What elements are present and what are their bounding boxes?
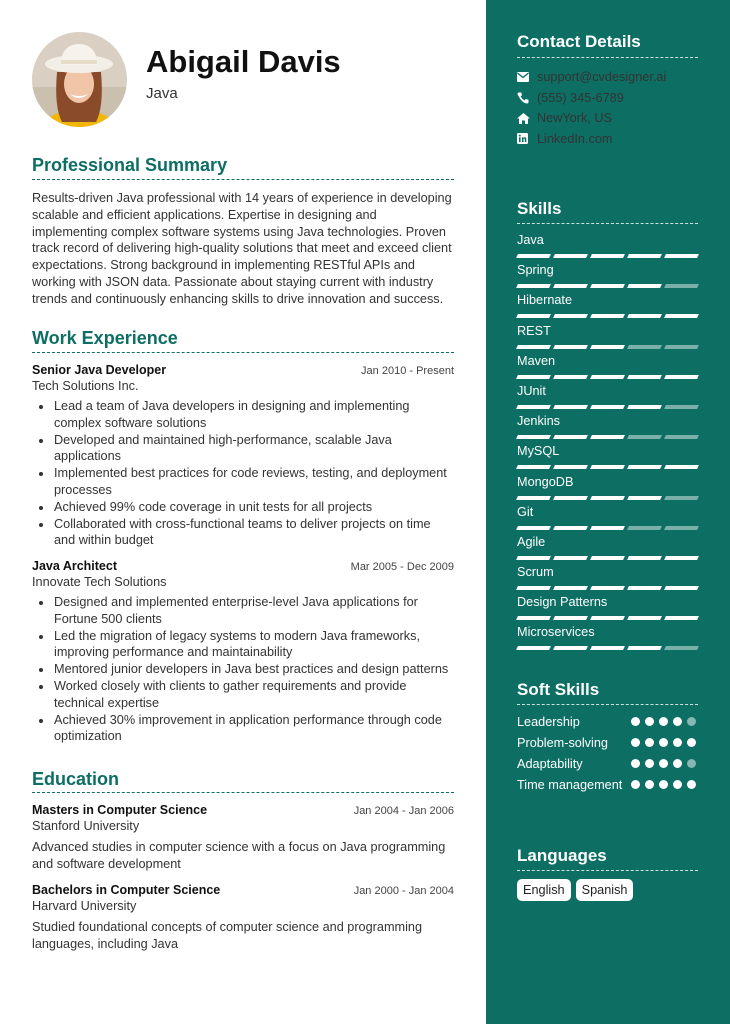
job-bullets: [32, 398, 454, 549]
linkedin-icon: [517, 133, 537, 144]
skill-level-segment: [664, 405, 699, 409]
job-title: Senior Java Developer: [32, 363, 167, 377]
skill-level-segment: [627, 616, 662, 620]
summary-heading: Professional Summary: [32, 155, 228, 175]
soft-skill-name: Time management: [517, 778, 623, 792]
experience-divider: [32, 352, 454, 353]
skill-level-segment: [664, 375, 699, 379]
skill-level-segment: [516, 254, 551, 258]
skill-level-segment: [664, 345, 699, 349]
summary-text: Results-driven Java professional with 14 years of experience in developing scalable and efficient applications. Expertise in designing and implementing complex software systems using Java technologies. Proven track record of delivering high-quality solutions that meet and exceed client expectations. Strong background in implementing RESTful APIs and working with JSON data. Passionate about staying current with industry trends and continuously enhancing skills to drive innovation and success.: [32, 191, 452, 306]
rating-dot: [645, 759, 654, 768]
education-description: Studied foundational concepts of computer science and programming languages, including Java: [32, 920, 423, 951]
skill-name: Git: [517, 504, 534, 519]
skill-name: Java: [517, 233, 544, 247]
skill-level-segment: [553, 526, 588, 530]
rating-dot: [659, 780, 668, 789]
degree-title: Masters in Computer Science: [32, 803, 208, 817]
skill-name: Spring: [517, 263, 554, 278]
skill-level-segment: [664, 254, 699, 258]
education-heading: Education: [32, 769, 120, 789]
rating-dot: [687, 780, 696, 789]
soft-skills-heading: Soft Skills: [517, 680, 600, 699]
contact-email-text: support@cvdesigner.ai: [537, 70, 667, 85]
skill-level-segment: [516, 586, 551, 590]
languages-heading: Languages: [517, 846, 607, 865]
rating-dot: [659, 738, 668, 747]
skill-level-bar: [517, 496, 698, 500]
language-pill: English: [517, 879, 571, 901]
job-bullet: Developed and maintained high-performance, scalable Java applications: [32, 432, 454, 466]
contact-email[interactable]: [517, 67, 698, 88]
contact-phone[interactable]: [517, 88, 698, 109]
rating-dot: [687, 717, 696, 726]
education-date: Jan 2004 - Jan 2006: [353, 805, 454, 817]
rating-dot: [631, 717, 640, 726]
rating-dot: [645, 780, 654, 789]
job-bullet: Led the migration of legacy systems to modern Java frameworks, improving performance and maintainability: [32, 628, 454, 662]
skill-level-bar: [517, 616, 698, 620]
skill-level-segment: [553, 405, 588, 409]
skill-level-segment: [590, 405, 625, 409]
skill-level-segment: [627, 375, 662, 379]
skill-level-segment: [627, 405, 662, 409]
skill-level-segment: [627, 526, 662, 530]
soft-skill-item: [517, 735, 698, 752]
skill-level-segment: [664, 556, 699, 560]
skill-item: [517, 475, 698, 505]
job-company: Innovate Tech Solutions: [32, 575, 167, 589]
skill-item: [517, 263, 698, 293]
skill-level-bar: [517, 405, 698, 409]
job-entry: [32, 363, 454, 549]
skill-level-bar: [517, 345, 698, 349]
skill-level-segment: [590, 375, 625, 379]
skill-item: [517, 565, 698, 595]
skill-item: [517, 625, 698, 655]
contact-heading: Contact Details: [517, 32, 641, 51]
job-bullet: Lead a team of Java developers in designing and implementing complex software solutions: [32, 398, 454, 432]
skill-level-segment: [516, 556, 551, 560]
skill-level-segment: [516, 616, 551, 620]
skill-level-segment: [553, 556, 588, 560]
skill-level-segment: [516, 314, 551, 318]
home-icon: [517, 113, 537, 124]
skill-level-bar: [517, 526, 698, 530]
skill-level-bar: [517, 254, 698, 258]
skill-level-bar: [517, 586, 698, 590]
skill-level-segment: [553, 254, 588, 258]
soft-skill-name: Problem-solving: [517, 736, 608, 750]
job-bullet: Mentored junior developers in Java best practices and design patterns: [32, 661, 454, 678]
soft-skills-list: [517, 714, 698, 798]
skill-level-segment: [553, 314, 588, 318]
skill-name: Microservices: [517, 625, 595, 640]
rating-dot: [631, 780, 640, 789]
skill-level-bar: [517, 284, 698, 288]
skill-level-bar: [517, 465, 698, 469]
skill-item: [517, 505, 698, 535]
skill-name: Maven: [517, 353, 556, 368]
education-entry: [32, 803, 454, 873]
skill-level-segment: [553, 284, 588, 288]
skill-level-segment: [553, 646, 588, 650]
skill-level-segment: [627, 646, 662, 650]
skill-item: [517, 293, 698, 323]
skill-level-segment: [590, 586, 625, 590]
skill-level-segment: [627, 556, 662, 560]
skill-level-segment: [590, 435, 625, 439]
soft-skill-item: [517, 714, 698, 731]
rating-dot: [659, 717, 668, 726]
language-pill: Spanish: [576, 879, 634, 901]
skill-name: MySQL: [517, 444, 560, 459]
skill-level-bar: [517, 435, 698, 439]
skill-level-segment: [664, 465, 699, 469]
soft-skill-rating: [631, 780, 696, 789]
soft-skill-rating: [631, 759, 696, 768]
skill-item: [517, 354, 698, 384]
rating-dot: [645, 717, 654, 726]
skill-item: [517, 324, 698, 354]
job-bullet: Collaborated with cross-functional teams to deliver projects on time and within budget: [32, 516, 454, 550]
skill-item: [517, 444, 698, 474]
portrait-image: [32, 32, 127, 127]
contact-location: [517, 108, 698, 129]
skill-level-segment: [627, 314, 662, 318]
skill-level-segment: [590, 465, 625, 469]
skill-level-segment: [516, 526, 551, 530]
education-date: Jan 2000 - Jan 2004: [353, 885, 454, 897]
skill-level-segment: [590, 616, 625, 620]
soft-skill-rating: [631, 738, 696, 747]
skill-level-segment: [590, 284, 625, 288]
phone-icon: [517, 92, 537, 104]
rating-dot: [673, 717, 682, 726]
candidate-name: Abigail Davis: [146, 44, 341, 79]
soft-skills-divider: [517, 704, 698, 705]
candidate-role: Java: [146, 85, 178, 102]
skill-level-segment: [627, 586, 662, 590]
skill-level-segment: [516, 646, 551, 650]
languages-divider: [517, 870, 698, 871]
job-bullet: Achieved 30% improvement in application performance through code optimization: [32, 712, 454, 746]
skill-level-bar: [517, 375, 698, 379]
education-divider: [32, 792, 454, 793]
skill-item: [517, 414, 698, 444]
job-bullet: Worked closely with clients to gather requirements and provide technical expertise: [32, 678, 454, 712]
skill-name: Scrum: [517, 565, 554, 580]
contact-linkedin[interactable]: [517, 129, 698, 150]
rating-dot: [687, 759, 696, 768]
contact-location-text: NewYork, US: [537, 111, 612, 126]
skill-level-segment: [627, 465, 662, 469]
education-entry: [32, 883, 454, 953]
skills-divider: [517, 223, 698, 224]
rating-dot: [687, 738, 696, 747]
skill-level-segment: [590, 556, 625, 560]
skill-level-segment: [664, 586, 699, 590]
soft-skill-item: [517, 777, 698, 794]
school-name: Stanford University: [32, 819, 140, 833]
rating-dot: [673, 738, 682, 747]
skill-item: [517, 233, 698, 263]
job-entry: [32, 559, 454, 745]
contact-list: [517, 67, 698, 149]
job-bullet: Achieved 99% code coverage in unit tests for all projects: [32, 499, 454, 516]
skill-name: Design Patterns: [517, 595, 608, 610]
job-date: Mar 2005 - Dec 2009: [350, 561, 454, 573]
rating-dot: [673, 780, 682, 789]
education-description: Advanced studies in computer science with a focus on Java programming and software development: [32, 840, 446, 871]
skill-name: REST: [517, 323, 551, 338]
job-bullets: [32, 594, 454, 745]
school-name: Harvard University: [32, 899, 137, 913]
skills-heading: Skills: [517, 199, 562, 218]
skill-level-segment: [553, 616, 588, 620]
skill-level-segment: [516, 284, 551, 288]
job-bullet: Designed and implemented enterprise-level Java applications for Fortune 500 clients: [32, 594, 454, 628]
skill-level-segment: [553, 435, 588, 439]
job-date: Jan 2010 - Present: [361, 365, 454, 377]
skill-level-segment: [664, 284, 699, 288]
contact-linkedin-text: LinkedIn.com: [537, 131, 613, 146]
skill-level-segment: [590, 345, 625, 349]
skill-level-segment: [516, 405, 551, 409]
skill-level-segment: [590, 496, 625, 500]
skills-list: [517, 233, 698, 656]
summary-divider: [32, 179, 454, 180]
skill-level-segment: [516, 435, 551, 439]
skill-level-segment: [590, 646, 625, 650]
skill-level-segment: [553, 345, 588, 349]
skill-level-segment: [590, 526, 625, 530]
skill-level-segment: [664, 646, 699, 650]
skill-level-segment: [627, 284, 662, 288]
skill-level-segment: [664, 314, 699, 318]
soft-skill-name: Leadership: [517, 715, 580, 729]
skill-level-segment: [553, 465, 588, 469]
job-title: Java Architect: [32, 559, 117, 573]
rating-dot: [631, 759, 640, 768]
envelope-icon: [517, 72, 537, 82]
skill-name: JUnit: [517, 383, 546, 398]
profile-photo: [32, 32, 127, 127]
skill-name: Jenkins: [517, 414, 561, 429]
skill-level-segment: [553, 375, 588, 379]
skill-level-segment: [553, 586, 588, 590]
degree-title: Bachelors in Computer Science: [32, 883, 221, 897]
rating-dot: [659, 759, 668, 768]
skill-level-segment: [627, 254, 662, 258]
skill-level-segment: [664, 435, 699, 439]
skill-name: Hibernate: [517, 293, 573, 308]
skill-item: [517, 384, 698, 414]
skill-name: MongoDB: [517, 474, 574, 489]
skill-level-segment: [664, 496, 699, 500]
job-bullet: Implemented best practices for code reviews, testing, and deployment processes: [32, 465, 454, 499]
languages-list: [517, 879, 633, 901]
job-company: Tech Solutions Inc.: [32, 379, 139, 393]
experience-heading: Work Experience: [32, 328, 178, 348]
skill-level-segment: [516, 496, 551, 500]
rating-dot: [631, 738, 640, 747]
skill-level-segment: [627, 496, 662, 500]
skill-level-segment: [516, 465, 551, 469]
skill-level-bar: [517, 646, 698, 650]
skill-level-segment: [664, 616, 699, 620]
skill-level-segment: [590, 314, 625, 318]
soft-skill-rating: [631, 717, 696, 726]
rating-dot: [673, 759, 682, 768]
skill-level-segment: [664, 526, 699, 530]
skill-level-segment: [627, 435, 662, 439]
skill-level-segment: [516, 375, 551, 379]
soft-skill-item: [517, 756, 698, 773]
skill-level-segment: [627, 345, 662, 349]
contact-phone-text: (555) 345-6789: [537, 90, 624, 105]
skill-level-bar: [517, 556, 698, 560]
soft-skill-name: Adaptability: [517, 757, 583, 771]
rating-dot: [645, 738, 654, 747]
skill-level-segment: [590, 254, 625, 258]
skill-item: [517, 535, 698, 565]
contact-divider: [517, 57, 698, 58]
skill-name: Agile: [517, 534, 546, 549]
skill-level-segment: [553, 496, 588, 500]
skill-level-segment: [516, 345, 551, 349]
skill-level-bar: [517, 314, 698, 318]
skill-item: [517, 595, 698, 625]
